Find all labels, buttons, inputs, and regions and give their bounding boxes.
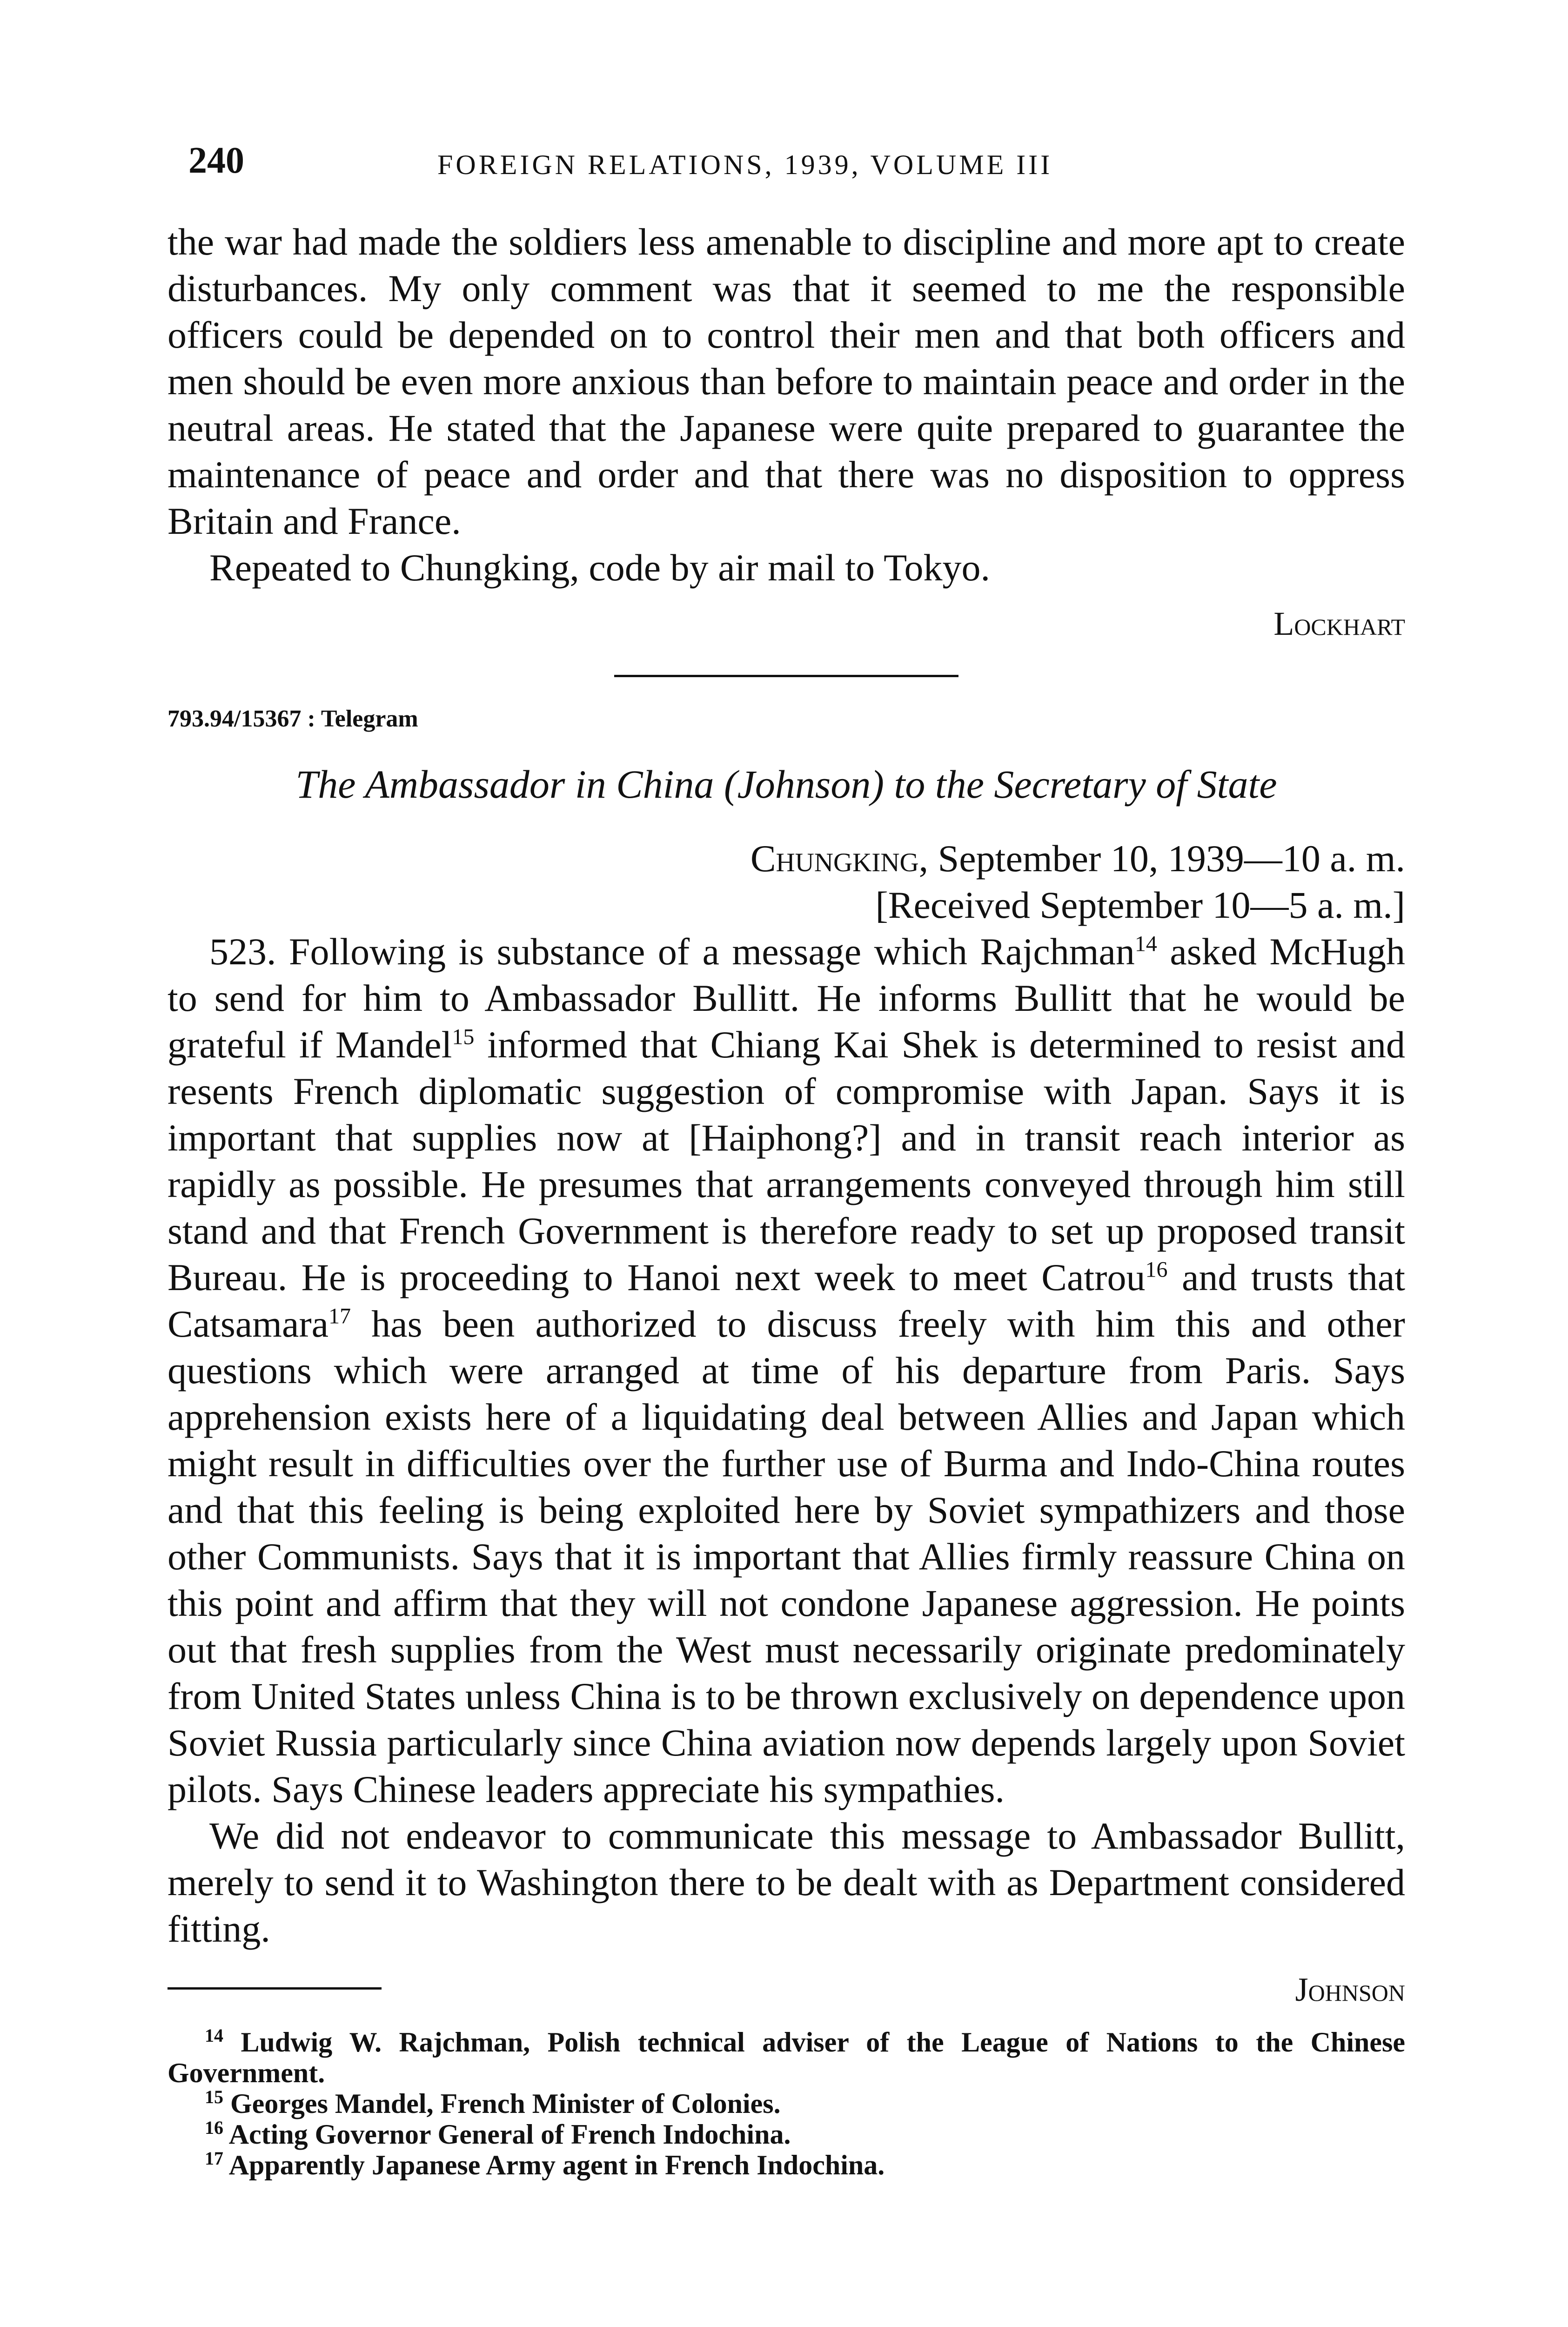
continuation-paragraph: the war had made the soldiers less amenable to discipline and more apt to create disturbances. My only comment was that it seemed to me the responsible officers could be depended on to control their men and that both officers and men should be even more anxious than before to maintain peace and order in the neutral areas. He stated that the Japanese were quite prepared to guarantee the maintenance of peace and order and that there was no disposition to oppress Britain and France. <box>168 221 1405 542</box>
footnote-text: Ludwig W. Rajchman, Polish technical adviser of the League of Nations to the Chinese Government. <box>168 2027 1405 2088</box>
running-title: FOREIGN RELATIONS, 1939, VOLUME III <box>437 149 1053 180</box>
dateline <box>168 835 1405 882</box>
footnote <box>168 2150 1405 2180</box>
text-segment: has been authorized to discuss freely with him this and other questions which were arranged at time of his departure from Paris. Says apprehension exists here of a liquidating deal between Allies and Japan which might result in difficulties over the further use of Burma and Indo-China routes and that this feeling is being exploited here by Soviet sympathizers and those other Communists. Says that it is important that Allies firmly reassure China on this point and affirm that they will not condone Japanese aggression. He points out that fresh supplies from the West must necessarily originate predominately from United States unless China is to be thrown exclusively on dependence upon Soviet Russia particularly since China aviation now depends largely upon Soviet pilots. Says Chinese leaders appreciate his sympathies. <box>168 1303 1405 1810</box>
dateline-date: September 10, 1939—10 a. m. <box>938 837 1405 880</box>
footnote-ref: 14 <box>1134 931 1157 956</box>
footnote-ref: 17 <box>328 1304 351 1329</box>
page-number: 240 <box>188 140 244 181</box>
text-segment: 523. Following is substance of a message which Rajchman <box>209 930 1135 973</box>
footnote-ref: 16 <box>1145 1257 1168 1282</box>
document-title: The Ambassador in China (Johnson) to the Secretary of State <box>295 762 1277 807</box>
closing-paragraph: We did not endeavor to communicate this message to Ambassador Bullitt, merely to send it to Washington there to be dealt with as Department considered fitting. <box>168 1815 1405 1950</box>
dateline-place: Chungking, <box>750 837 929 880</box>
repeated-note: Repeated to Chungking, code by air mail to Tokyo. <box>209 546 990 589</box>
footnote-divider <box>168 1987 382 1990</box>
footnote-ref: 15 <box>452 1024 475 1049</box>
footnote-text: Georges Mandel, French Minister of Colonies. <box>230 2088 781 2119</box>
footnotes <box>168 2027 1405 2180</box>
footnote-mark: 16 <box>205 2117 223 2138</box>
signature-lockhart: Lockhart <box>1273 605 1405 642</box>
footnote-mark: 17 <box>205 2148 223 2169</box>
text-segment: informed that Chiang Kai Shek is determined to resist and resents French diplomatic suggestion of compromise with Japan. Says it is important that supplies now at [Haiphong?] and in transit reach interior as rapidly as possible. He presumes that arrangements conveyed through him still stand and that French Government is therefore ready to set up proposed transit Bureau. He is proceeding to Hanoi next week to meet Catrou <box>168 1023 1405 1298</box>
signature-row <box>168 1957 1405 2013</box>
footnote-mark: 15 <box>205 2086 223 2107</box>
footnote <box>168 2027 1405 2088</box>
signature-johnson: Johnson <box>1295 1971 1405 2008</box>
text-segment: asked McHugh to send for him to Ambassador Bullitt. He informs Bullitt that he would be grateful if Mandel <box>168 930 1405 1066</box>
text-segment: and trusts that Catsamara <box>168 1256 1405 1345</box>
footnote <box>168 2088 1405 2119</box>
telegram-paragraph <box>168 928 1405 1813</box>
page-body <box>168 219 1405 2180</box>
received-line: [Received September 10—5 a. m.] <box>875 884 1405 926</box>
footnote-mark: 14 <box>205 2025 223 2046</box>
footnote <box>168 2119 1405 2150</box>
page-header <box>168 107 1405 181</box>
document-reference: 793.94/15367 : Telegram <box>168 706 418 732</box>
footnote-text: Acting Governor General of French Indochina. <box>228 2119 791 2150</box>
section-divider <box>614 675 958 677</box>
document-page <box>168 107 1405 2180</box>
footnote-text: Apparently Japanese Army agent in French Indochina. <box>228 2150 885 2180</box>
